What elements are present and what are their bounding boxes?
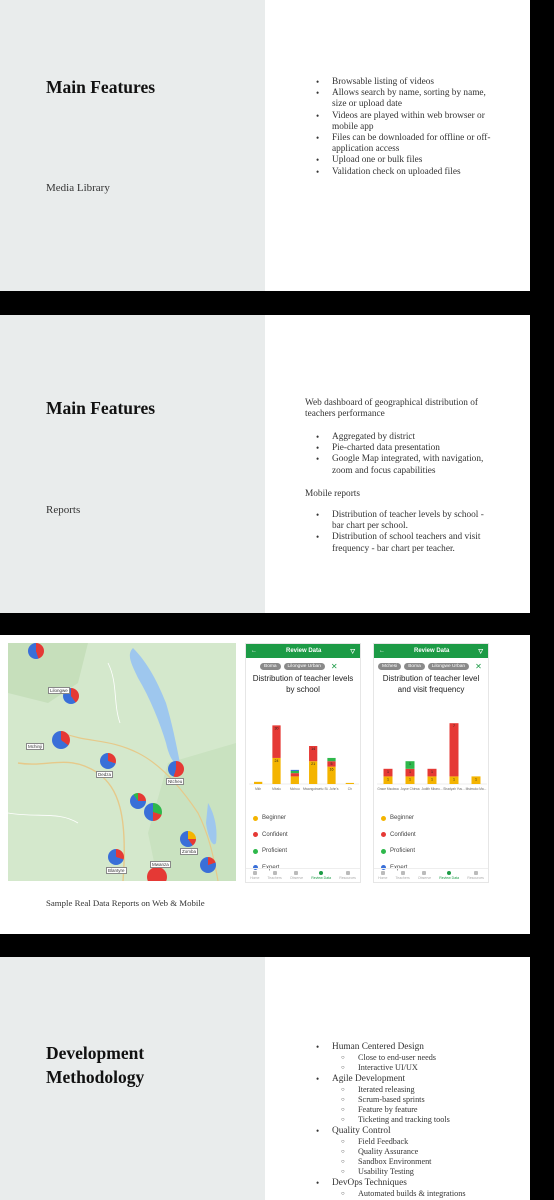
legend-item xyxy=(381,843,416,860)
bottom-nav xyxy=(246,868,360,882)
slide-left-pane xyxy=(0,0,265,291)
filter-chips xyxy=(374,658,488,671)
nav-item-home[interactable]: Home xyxy=(378,871,387,880)
sub-list-item: ○ Scrum-based sprints xyxy=(332,1095,506,1105)
list-item: • Videos are played within web browser or mobile app xyxy=(316,111,492,133)
mobile-reports-title: Mobile reports xyxy=(305,489,360,499)
tick-label: Judith Mbaru... xyxy=(421,787,443,791)
legend-label: Expert xyxy=(390,864,408,871)
page-edge xyxy=(530,0,554,1200)
bar-segment[interactable] xyxy=(291,770,299,771)
sub-list-item: ○ Quality Assurance xyxy=(332,1147,506,1157)
slide-reports xyxy=(0,315,530,613)
section-label: DevOps Techniques xyxy=(332,1177,407,1188)
tick-label: Mkh xyxy=(255,787,262,791)
app-bar xyxy=(374,644,488,658)
mobile-report-list xyxy=(316,510,492,555)
sub-list-item: ○ Interactive UI/UX xyxy=(332,1063,506,1073)
bar-segment[interactable] xyxy=(291,771,299,773)
legend-label: Expert xyxy=(262,864,280,871)
bar-segment[interactable] xyxy=(254,782,262,784)
tick-label: Ch xyxy=(347,787,352,791)
heading-line: Methodology xyxy=(46,1067,145,1087)
chart-area xyxy=(374,704,490,800)
map-label: Dedza xyxy=(98,772,112,777)
legend-label: Beginner xyxy=(390,815,415,822)
people-icon xyxy=(401,871,405,875)
list-item xyxy=(316,1178,506,1199)
data-label: 5 xyxy=(330,762,333,767)
sub-list xyxy=(332,1189,506,1199)
legend-label: Proficient xyxy=(262,848,288,855)
phone-teacher-visits xyxy=(373,643,489,883)
list-item: • Distribution of teacher levels by school - bar chart per school. xyxy=(316,510,492,532)
home-icon xyxy=(253,871,257,875)
filter-chip[interactable]: Mchesi xyxy=(378,663,401,670)
chart-legend xyxy=(381,810,416,876)
app-bar-title: Review Data xyxy=(286,648,322,654)
tick-label: Grace Msukwa xyxy=(377,787,399,791)
nav-item-observe[interactable]: Observe xyxy=(418,871,431,880)
reports-intro: Web dashboard of geographical distribution of teachers performance xyxy=(305,398,479,420)
data-label: 24 xyxy=(274,758,279,763)
sub-list-item: ○ Automated builds & integrations xyxy=(332,1189,506,1199)
section-label: Agile Development xyxy=(332,1073,406,1084)
bar-segment[interactable] xyxy=(291,776,299,784)
district-pie[interactable] xyxy=(52,731,70,749)
district-pie[interactable] xyxy=(144,803,162,821)
nav-item-resources[interactable]: Resources xyxy=(339,871,356,880)
district-pie[interactable] xyxy=(180,831,196,847)
map-label: Blantyre xyxy=(108,868,125,873)
tick-label: Joyce Chirwa xyxy=(400,787,420,791)
bar-segment[interactable] xyxy=(450,723,459,776)
map-label: Lilongwe xyxy=(50,688,68,693)
list-item: • Validation check on uploaded files xyxy=(316,167,492,178)
slide-sample-reports xyxy=(0,635,530,934)
filter-icon[interactable]: ▽ xyxy=(478,648,483,655)
district-pie[interactable] xyxy=(168,761,184,777)
section-label: Quality Control xyxy=(332,1125,391,1136)
district-pie[interactable] xyxy=(130,793,146,809)
slide-heading: Main Features xyxy=(46,398,156,418)
tick-label: Mwangokwetu xyxy=(302,787,324,791)
district-pie[interactable] xyxy=(200,857,216,873)
bar-segment[interactable] xyxy=(346,783,354,784)
list-item: • Aggregated by district xyxy=(316,432,492,443)
data-label: 1 xyxy=(387,769,389,774)
pie-chart-icon xyxy=(319,871,323,875)
bar-chart xyxy=(374,704,490,800)
data-label: 14 xyxy=(311,747,316,751)
legend-dot xyxy=(381,849,386,854)
app-bar-title: Review Data xyxy=(414,648,450,654)
section-label: Human Centered Design xyxy=(332,1042,424,1052)
list-item: • Upload one or bulk files xyxy=(316,155,492,166)
slide-heading xyxy=(46,1041,144,1089)
sub-list-item: ○ Iterated releasing xyxy=(332,1085,506,1095)
map-label: Ntcheu xyxy=(168,779,183,784)
legend-item xyxy=(253,843,288,860)
chart-legend xyxy=(253,810,288,876)
sub-list xyxy=(332,1053,506,1073)
list-item: • Pie-charted data presentation xyxy=(316,443,492,454)
slide-subheading: Reports xyxy=(46,504,81,516)
legend-dot xyxy=(381,816,386,821)
slide-heading: Main Features xyxy=(46,77,156,97)
legend-label: Beginner xyxy=(262,815,287,822)
data-label: 1 xyxy=(409,769,411,774)
chart-title: Distribution of teacher level and visit frequency xyxy=(382,674,480,694)
slide-left-pane xyxy=(0,315,265,613)
sub-list xyxy=(332,1137,506,1178)
tick-label: St. John's xyxy=(324,787,339,791)
data-label: 1 xyxy=(475,777,477,782)
legend-dot xyxy=(381,832,386,837)
folder-icon xyxy=(474,871,478,875)
list-item: • Files can be downloaded for offline or off-application access xyxy=(316,133,492,155)
map-terrain xyxy=(8,643,236,881)
nav-item-observe[interactable]: Observe xyxy=(290,871,303,880)
sub-list-item: ○ Close to end-user needs xyxy=(332,1053,506,1063)
data-label: 1 xyxy=(387,777,389,782)
sub-list-item: ○ Usability Testing xyxy=(332,1167,506,1177)
bottom-nav xyxy=(374,868,488,882)
list-item: • Allows search by name, sorting by name, size or upload date xyxy=(316,88,492,110)
filter-chip[interactable]: Lilongwe Urban xyxy=(428,663,469,670)
data-label: 7 xyxy=(453,724,455,729)
filter-chip[interactable]: Lilongwe Urban xyxy=(284,663,325,670)
list-item: • Google Map integrated, with navigation, zoom and focus capabilities xyxy=(316,454,492,476)
legend-item xyxy=(381,827,416,844)
list-item: • Distribution of school teachers and visit frequency - bar chart per teacher. xyxy=(316,532,492,554)
bar-segment[interactable] xyxy=(291,773,299,776)
list-item: • Browsable listing of videos xyxy=(316,77,492,88)
data-label: 1 xyxy=(409,777,411,782)
bar-segment[interactable] xyxy=(327,758,335,761)
district-pie[interactable] xyxy=(28,643,44,659)
map-label: Mchinji xyxy=(28,744,43,749)
tick-label: Mbalu xyxy=(272,787,281,791)
slide-subheading: Media Library xyxy=(46,182,110,194)
data-label: 1 xyxy=(431,777,433,782)
list-item xyxy=(316,1042,506,1074)
district-pie[interactable] xyxy=(147,867,167,881)
data-label: 16 xyxy=(329,767,334,772)
data-label: 21 xyxy=(311,762,316,767)
nav-item-teachers[interactable]: Teachers xyxy=(268,871,282,880)
legend-dot xyxy=(253,832,258,837)
district-map[interactable] xyxy=(8,643,236,881)
heading-line: Development xyxy=(46,1043,145,1063)
list-item xyxy=(316,1074,506,1126)
list-item xyxy=(316,1126,506,1178)
nav-item-home[interactable]: Home xyxy=(250,871,259,880)
back-arrow-icon[interactable]: ← xyxy=(379,648,385,654)
data-label: 30 xyxy=(274,726,279,731)
home-icon xyxy=(381,871,385,875)
legend-item xyxy=(253,827,288,844)
slide-caption: Sample Real Data Reports on Web & Mobile xyxy=(46,898,205,908)
nav-item-review-data[interactable]: Review Data xyxy=(439,871,459,880)
chart-title: Distribution of teacher levels by school xyxy=(252,674,354,694)
pie-chart-icon xyxy=(447,871,451,875)
district-pie[interactable] xyxy=(108,849,124,865)
filter-icon[interactable]: ▽ xyxy=(350,648,355,655)
sub-list-item: ○ Field Feedback xyxy=(332,1137,506,1147)
app-bar xyxy=(246,644,360,658)
clear-filters-icon[interactable]: ✕ xyxy=(475,662,482,671)
nav-item-review-data[interactable]: Review Data xyxy=(311,871,331,880)
legend-item xyxy=(253,810,288,827)
chart-area xyxy=(246,704,362,800)
filter-chips xyxy=(246,658,360,671)
legend-item xyxy=(381,810,416,827)
sub-list-item: ○ Ticketing and tracking tools xyxy=(332,1115,506,1125)
feature-list xyxy=(316,77,492,178)
sub-list xyxy=(332,1085,506,1126)
filter-chip[interactable]: Boma xyxy=(260,663,281,670)
phone-school-levels xyxy=(245,643,361,883)
methodology-list xyxy=(316,1042,506,1199)
sub-list-item: ○ Sandbox Environment xyxy=(332,1157,506,1167)
sub-list-item: ○ Feature by feature xyxy=(332,1105,506,1115)
data-label: 1 xyxy=(409,762,411,767)
map-label: Mwanza xyxy=(152,862,169,867)
nav-item-teachers[interactable]: Teachers xyxy=(396,871,410,880)
data-label: 1 xyxy=(431,769,433,774)
legend-label: Proficient xyxy=(390,848,416,855)
folder-icon xyxy=(346,871,350,875)
slide-media-library xyxy=(0,0,530,291)
tick-label: Mchuu xyxy=(290,787,300,791)
district-pie[interactable] xyxy=(100,753,116,769)
legend-label: Confident xyxy=(390,831,416,838)
map-label: Zomba xyxy=(182,849,197,854)
web-report-list xyxy=(316,432,492,477)
back-arrow-icon[interactable]: ← xyxy=(251,648,257,654)
nav-item-resources[interactable]: Resources xyxy=(467,871,484,880)
data-label: 1 xyxy=(453,777,455,782)
legend-dot xyxy=(253,816,258,821)
slide-development-methodology xyxy=(0,957,530,1200)
tick-label: Msimuko Ma... xyxy=(465,787,487,791)
tick-label: Shadyah Yus... xyxy=(443,787,465,791)
filter-chip[interactable]: Boma xyxy=(404,663,425,670)
legend-label: Confident xyxy=(262,831,288,838)
people-icon xyxy=(273,871,277,875)
eye-icon xyxy=(422,871,426,875)
clear-filters-icon[interactable]: ✕ xyxy=(330,662,338,671)
legend-dot xyxy=(253,849,258,854)
bar-chart xyxy=(246,704,362,800)
eye-icon xyxy=(294,871,298,875)
